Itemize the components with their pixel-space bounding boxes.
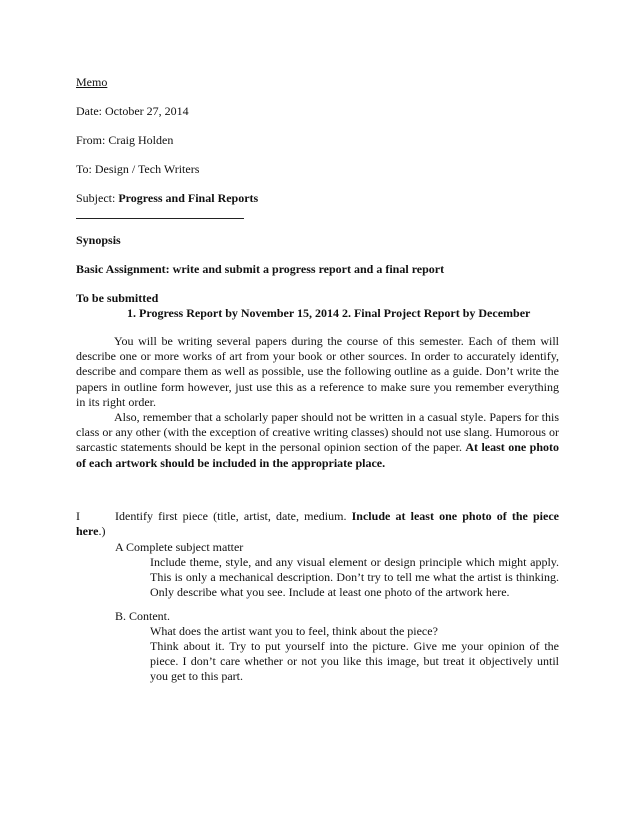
basic-assignment: Basic Assignment: write and submit a progress report and a final report [76, 262, 445, 276]
outline-item-1-number: I [76, 509, 80, 523]
memo-date: Date: October 27, 2014 [76, 104, 189, 118]
memo-heading: Memo [76, 75, 108, 89]
photo-requirement: At least one photo of each artwork should be included in the appropriate place. [76, 440, 559, 470]
subject-value: Progress and Final Reports [118, 191, 259, 205]
subject-label: Subject: [76, 191, 116, 205]
synopsis-heading: Synopsis [76, 233, 121, 247]
to-be-submitted: To be submitted [76, 291, 159, 305]
outline-a-label: A Complete subject matter [115, 540, 244, 554]
memo-from: From: Craig Holden [76, 133, 174, 147]
outline-item-1-text: Identify first piece (title, artist, date, medium. Include at least one photo of the piece here.) [76, 509, 559, 539]
outline-b-description: Think about it. Try to put yourself into the picture. Give me your opinion of the piece. I don’t care whether or not you like this image, but treat it objectively until you get to this part. [150, 639, 559, 684]
outline-b-question: What does the artist want you to feel, think about the piece? [150, 624, 438, 638]
paragraph-1: You will be writing several papers during the course of this semester. Each of them will describe one or more works of art from your book or other sources. In order to accurately identify, describe and compare them as well as possible, use the following outline as a guide. Don’t write the papers in outline form however, just use this as a reference to make sure you remember everything in its right order. [76, 334, 559, 409]
outline-a-description: Include theme, style, and any visual element or design principle which might apply. This is only a mechanical description. Don’t try to tell me what the artist is thinking. Only describe what you see. Include at least one photo of the artwork here. [150, 555, 559, 600]
memo-to: To: Design / Tech Writers [76, 162, 200, 176]
paragraph-2: Also, remember that a scholarly paper should not be written in a casual style. Papers for this class or any other (with the exception of creative writing classes) should not use slang. Humorous or sarcastic statements should be kept in the personal opinion section of the paper. At least one photo of each artwork should be included in the appropriate place. [76, 410, 559, 470]
memo-subject [76, 191, 258, 206]
header-divider [76, 218, 244, 219]
outline-b-label: B. Content. [115, 609, 171, 623]
submission-list: 1. Progress Report by November 15, 2014 2. Final Project Report by December [127, 306, 531, 320]
